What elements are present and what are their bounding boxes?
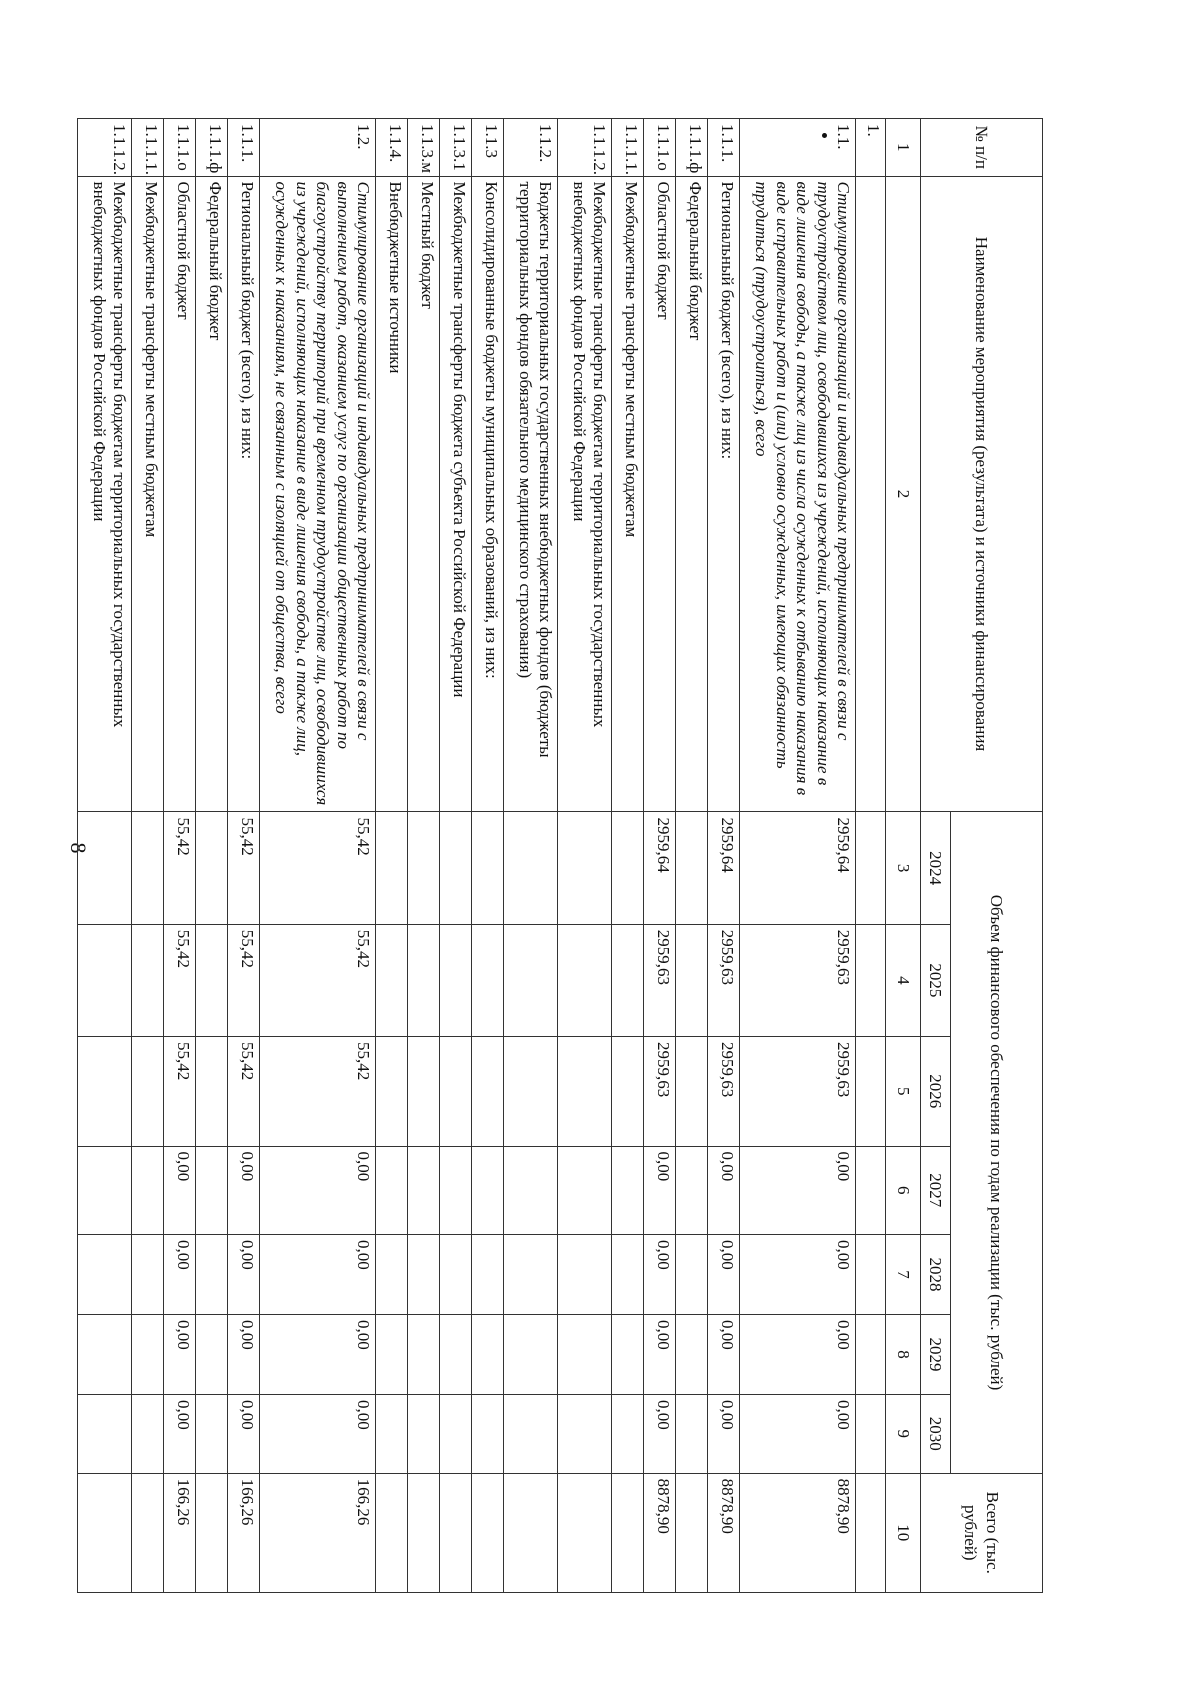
row-value: 2959,63 — [708, 1037, 740, 1146]
row-total: 8878,90 — [644, 1473, 676, 1592]
row-value — [196, 1234, 228, 1314]
row-value — [408, 1146, 440, 1234]
header-year: 2028 — [921, 1234, 951, 1314]
row-value — [676, 1146, 708, 1234]
row-number: 1.1.1.1. — [132, 119, 164, 177]
row-value — [472, 1234, 504, 1314]
row-value — [612, 1146, 644, 1234]
row-value — [196, 1394, 228, 1473]
row-value: 55,42 — [164, 812, 196, 924]
table-row — [612, 119, 644, 1593]
row-value: 0,00 — [740, 1146, 856, 1234]
row-number: 1.1.4. — [376, 119, 408, 177]
table-row — [228, 119, 260, 1593]
row-value — [676, 812, 708, 924]
row-value — [856, 812, 886, 924]
table-row — [504, 119, 558, 1593]
row-value: 55,42 — [228, 1037, 260, 1146]
row-total: 166,26 — [228, 1473, 260, 1592]
row-value — [676, 924, 708, 1036]
row-total: 166,26 — [260, 1473, 376, 1592]
row-value: 2959,64 — [644, 812, 676, 924]
row-total — [440, 1473, 472, 1592]
row-value — [196, 1146, 228, 1234]
row-value — [132, 1234, 164, 1314]
table-row — [676, 119, 708, 1593]
row-value: 0,00 — [708, 1394, 740, 1473]
row-value — [196, 924, 228, 1036]
row-value: 2959,63 — [644, 924, 676, 1036]
row-value: 55,42 — [164, 924, 196, 1036]
table-row — [644, 119, 676, 1593]
row-value: 0,00 — [164, 1394, 196, 1473]
row-value — [132, 924, 164, 1036]
row-value — [558, 1394, 612, 1473]
table-body — [78, 119, 886, 1593]
row-value — [612, 1394, 644, 1473]
row-value: 2959,64 — [708, 812, 740, 924]
row-value: 0,00 — [228, 1314, 260, 1394]
row-value: 0,00 — [740, 1314, 856, 1394]
row-value — [472, 1037, 504, 1146]
row-total — [196, 1473, 228, 1592]
row-number: 1.1.1. — [228, 119, 260, 177]
table-row — [740, 119, 856, 1593]
row-name: Областной бюджет — [644, 176, 676, 812]
row-value: 0,00 — [708, 1314, 740, 1394]
row-value — [856, 1146, 886, 1234]
row-value — [408, 812, 440, 924]
column-number: 7 — [886, 1234, 921, 1314]
row-value — [132, 1146, 164, 1234]
row-value — [376, 1037, 408, 1146]
row-value — [612, 1234, 644, 1314]
row-name: Межбюджетные трансферты бюджета субъекта Российской Федерации — [440, 176, 472, 812]
column-number: 4 — [886, 924, 921, 1036]
row-value — [440, 1234, 472, 1314]
row-value: 55,42 — [260, 1037, 376, 1146]
row-value: 0,00 — [164, 1234, 196, 1314]
row-number: 1.1.2. — [504, 119, 558, 177]
row-value — [376, 1394, 408, 1473]
row-value — [504, 812, 558, 924]
row-number: 1.1.3.1 — [440, 119, 472, 177]
row-name: Региональный бюджет (всего), из них: — [708, 176, 740, 812]
page-number: 8 — [66, 842, 91, 854]
row-value — [78, 924, 132, 1036]
row-value — [558, 1146, 612, 1234]
row-number: 1.1.1.ф — [676, 119, 708, 177]
column-number: 9 — [886, 1394, 921, 1473]
row-number: 1.1.1.1. — [612, 119, 644, 177]
row-value — [376, 1146, 408, 1234]
row-value: 2959,63 — [708, 924, 740, 1036]
row-value — [558, 1234, 612, 1314]
table-row — [164, 119, 196, 1593]
header-year: 2026 — [921, 1037, 951, 1146]
column-number: 10 — [886, 1473, 921, 1592]
row-value: 0,00 — [260, 1146, 376, 1234]
row-value — [472, 1146, 504, 1234]
row-value — [78, 1394, 132, 1473]
row-total: 8878,90 — [708, 1473, 740, 1592]
header-year: 2027 — [921, 1146, 951, 1234]
row-value — [558, 924, 612, 1036]
row-number: 1.1.1.о — [644, 119, 676, 177]
row-value — [504, 924, 558, 1036]
row-number: 1.1.3 — [472, 119, 504, 177]
column-number: 1 — [886, 119, 921, 177]
header-name: Наименование мероприятия (результата) и источники финансирования — [921, 176, 1043, 812]
row-value: 2959,63 — [644, 1037, 676, 1146]
table-row — [132, 119, 164, 1593]
row-value — [376, 924, 408, 1036]
row-value — [376, 812, 408, 924]
row-total — [558, 1473, 612, 1592]
row-value — [612, 812, 644, 924]
row-value — [132, 1394, 164, 1473]
table-row — [558, 119, 612, 1593]
row-value — [558, 812, 612, 924]
row-total — [504, 1473, 558, 1592]
column-number: 8 — [886, 1314, 921, 1394]
row-value — [856, 1394, 886, 1473]
table-row — [260, 119, 376, 1593]
row-name: Областной бюджет — [164, 176, 196, 812]
row-value — [676, 1394, 708, 1473]
row-value: 0,00 — [228, 1234, 260, 1314]
row-name: Федеральный бюджет — [676, 176, 708, 812]
row-number: 1.1.3.м — [408, 119, 440, 177]
row-value — [408, 924, 440, 1036]
row-value — [558, 1314, 612, 1394]
row-value — [504, 1394, 558, 1473]
row-total: 8878,90 — [740, 1473, 856, 1592]
row-value — [196, 1037, 228, 1146]
row-value — [196, 1314, 228, 1394]
row-value: 0,00 — [644, 1146, 676, 1234]
row-total — [376, 1473, 408, 1592]
row-value: 0,00 — [260, 1314, 376, 1394]
header-num: № п/п — [921, 119, 1043, 177]
row-value: 0,00 — [740, 1394, 856, 1473]
row-value — [376, 1314, 408, 1394]
row-value — [472, 924, 504, 1036]
row-total — [132, 1473, 164, 1592]
row-value: 2959,63 — [740, 924, 856, 1036]
row-value — [78, 1146, 132, 1234]
row-name: Межбюджетные трансферты бюджетам территориальных государственных внебюджетных фондов Российской Федерации — [558, 176, 612, 812]
table-row — [472, 119, 504, 1593]
row-value — [558, 1037, 612, 1146]
row-total — [472, 1473, 504, 1592]
header-year: 2030 — [921, 1394, 951, 1473]
row-number: 1.2. — [260, 119, 376, 177]
header-year: 2029 — [921, 1314, 951, 1394]
row-value — [472, 812, 504, 924]
row-value: 0,00 — [708, 1146, 740, 1234]
table-row — [408, 119, 440, 1593]
row-value: 0,00 — [740, 1234, 856, 1314]
row-total — [78, 1473, 132, 1592]
row-value — [440, 924, 472, 1036]
row-value: 55,42 — [228, 812, 260, 924]
column-number: 3 — [886, 812, 921, 924]
column-number: 5 — [886, 1037, 921, 1146]
row-name: Стимулирование организаций и индивидуальных предпринимателей в связи с трудоустройством лиц, освободившихся из учреждений, исполняющих наказание в виде лишения свободы, а также лиц из числа осужденных к отбыванию наказания в виде исправительных работ и (или) условно осужденных, имеющих обязанность трудиться (трудоустроиться), всего — [740, 176, 856, 812]
header-total: Всего (тыс. рублей) — [921, 1473, 1043, 1592]
row-value: 0,00 — [644, 1234, 676, 1314]
row-value — [676, 1314, 708, 1394]
table-row — [78, 119, 132, 1593]
table-row — [708, 119, 740, 1593]
row-value — [132, 1314, 164, 1394]
financing-table — [77, 118, 1043, 1593]
row-value: 55,42 — [228, 924, 260, 1036]
row-total — [856, 1473, 886, 1592]
header-year: 2025 — [921, 924, 951, 1036]
row-value — [676, 1234, 708, 1314]
row-value — [78, 812, 132, 924]
row-value — [440, 1394, 472, 1473]
row-number: 1.1.1. — [708, 119, 740, 177]
row-value: 55,42 — [164, 1037, 196, 1146]
row-name: Консолидированные бюджеты муниципальных образований, из них: — [472, 176, 504, 812]
row-name: Федеральный бюджет — [196, 176, 228, 812]
row-value — [196, 812, 228, 924]
row-value — [676, 1037, 708, 1146]
row-name: Стимулирование организаций и индивидуальных предпринимателей в связи с выполнением работ, оказанием услуг по организации общественных работ по благоустройству территорий при временном трудоустройстве лиц, освободившихся из учреждений, исполняющих наказание в виде лишения свободы, а также лиц, осужденных к наказаниям, не связанным с изоляцией от общества, всего — [260, 176, 376, 812]
row-number: 1.1.1.ф — [196, 119, 228, 177]
row-value — [78, 1037, 132, 1146]
header-year: 2024 — [921, 812, 951, 924]
row-value — [856, 1234, 886, 1314]
row-value: 0,00 — [644, 1314, 676, 1394]
row-name: Межбюджетные трансферты местным бюджетам — [612, 176, 644, 812]
row-total: 166,26 — [164, 1473, 196, 1592]
row-name — [856, 176, 886, 812]
row-value — [504, 1234, 558, 1314]
column-numbers-row — [886, 119, 921, 1593]
row-value: 2959,63 — [740, 1037, 856, 1146]
row-value: 0,00 — [260, 1234, 376, 1314]
table-row — [196, 119, 228, 1593]
table-row — [376, 119, 408, 1593]
row-value — [504, 1037, 558, 1146]
row-value — [612, 924, 644, 1036]
row-number: 1. — [856, 119, 886, 177]
table-row — [856, 119, 886, 1593]
row-value — [440, 812, 472, 924]
row-name: Межбюджетные трансферты бюджетам территориальных государственных внебюджетных фондов Российской Федерации — [78, 176, 132, 812]
column-number: 2 — [886, 176, 921, 812]
row-value — [408, 1037, 440, 1146]
row-number: 1.1.1.2. — [78, 119, 132, 177]
row-value: 0,00 — [228, 1394, 260, 1473]
row-value: 0,00 — [228, 1146, 260, 1234]
row-value: 0,00 — [260, 1394, 376, 1473]
row-total — [408, 1473, 440, 1592]
row-value — [504, 1146, 558, 1234]
header-volume: Объем финансового обеспечения по годам реализации (тыс. рублей) — [951, 812, 1043, 1473]
row-name: Внебюджетные источники — [376, 176, 408, 812]
row-value — [612, 1037, 644, 1146]
row-value — [504, 1314, 558, 1394]
row-value — [78, 1234, 132, 1314]
row-total — [612, 1473, 644, 1592]
row-value: 0,00 — [164, 1146, 196, 1234]
row-total — [676, 1473, 708, 1592]
row-value — [408, 1314, 440, 1394]
row-number: 1.1.1.2. — [558, 119, 612, 177]
table-row — [440, 119, 472, 1593]
row-value — [78, 1314, 132, 1394]
row-value — [440, 1314, 472, 1394]
row-value — [472, 1394, 504, 1473]
row-value: 0,00 — [644, 1394, 676, 1473]
row-name: Местный бюджет — [408, 176, 440, 812]
row-value — [376, 1234, 408, 1314]
row-value: 0,00 — [164, 1314, 196, 1394]
row-value — [472, 1314, 504, 1394]
row-number: 1.1. — [740, 119, 856, 177]
row-value: 0,00 — [708, 1234, 740, 1314]
row-value — [856, 924, 886, 1036]
row-value — [132, 812, 164, 924]
column-number: 6 — [886, 1146, 921, 1234]
row-value — [856, 1314, 886, 1394]
row-value — [856, 1037, 886, 1146]
row-value — [440, 1037, 472, 1146]
row-name: Бюджеты территориальных государственных внебюджетных фондов (бюджеты территориальных фондов обязательного медицинского страхования) — [504, 176, 558, 812]
header-row — [951, 119, 1043, 1593]
row-value — [408, 1234, 440, 1314]
row-value: 55,42 — [260, 812, 376, 924]
row-value — [408, 1394, 440, 1473]
row-value: 55,42 — [260, 924, 376, 1036]
row-name: Региональный бюджет (всего), из них: — [228, 176, 260, 812]
row-number: 1.1.1.о — [164, 119, 196, 177]
rotated-page-content — [89, 118, 1043, 1593]
row-value — [440, 1146, 472, 1234]
row-value — [612, 1314, 644, 1394]
row-value: 2959,64 — [740, 812, 856, 924]
row-name: Межбюджетные трансферты местным бюджетам — [132, 176, 164, 812]
row-value — [132, 1037, 164, 1146]
